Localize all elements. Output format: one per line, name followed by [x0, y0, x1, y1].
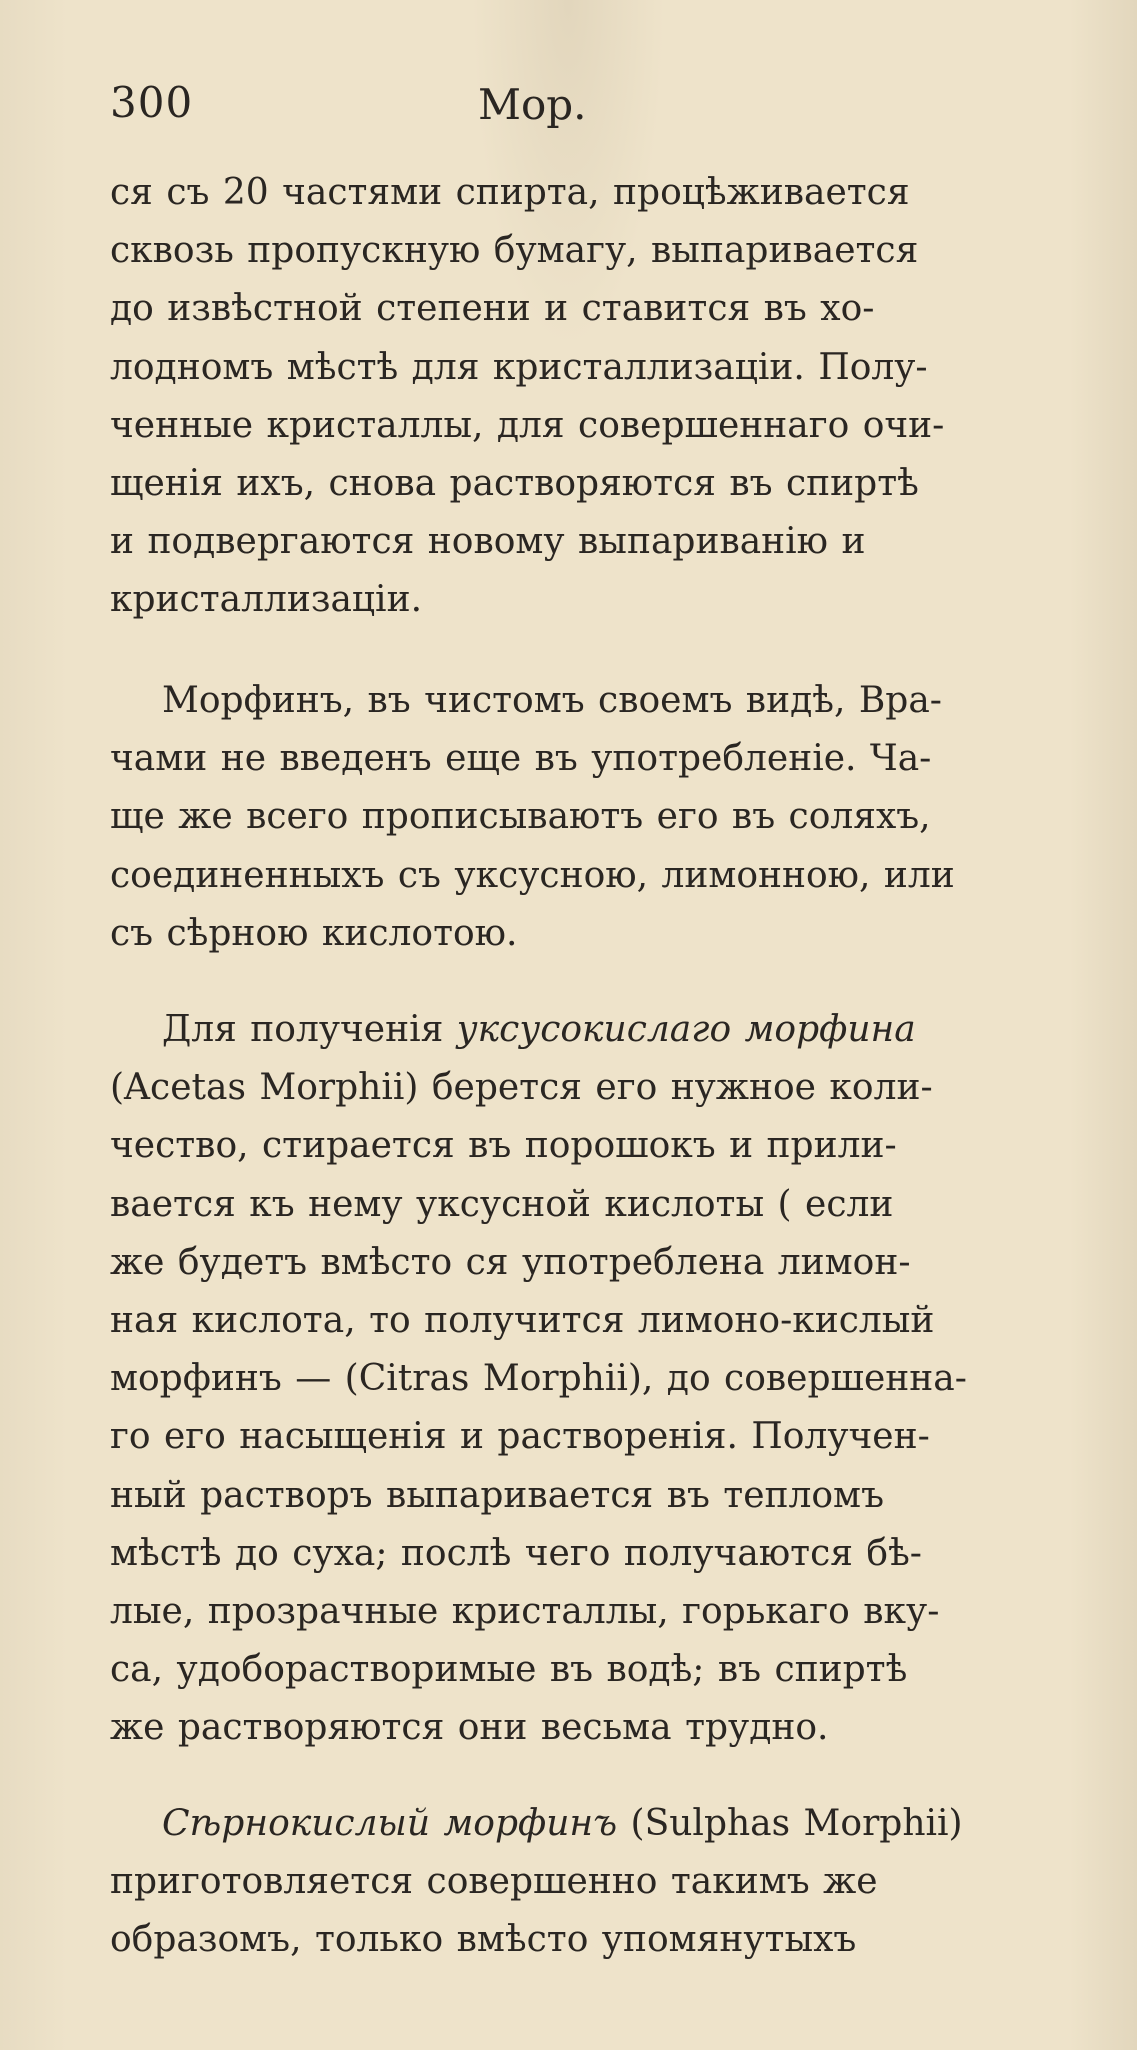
- text-line: вается къ нему уксусной кислоты ( если: [110, 1183, 894, 1225]
- text-line: съ сѣрною кислотою.: [110, 912, 518, 954]
- text-line: же будетъ вмѣсто ся употреблена лимон-: [110, 1241, 911, 1283]
- text-line: щенія ихъ, снова растворяются въ спиртѣ: [110, 463, 919, 505]
- text-line: до извѣстной степени и ставится въ хо-: [110, 288, 875, 330]
- text-line: ще же всего прописываютъ его въ соляхъ,: [110, 796, 931, 838]
- italic-term: Сѣрнокислый морфинъ: [162, 1803, 618, 1844]
- text-line: морфинъ — (Citras Morphii), до совершенна-: [110, 1358, 967, 1400]
- text-line: образомъ, только вмѣсто упомянутыхъ: [110, 1919, 857, 1961]
- text-line: Морфинъ, въ чистомъ своемъ видѣ, Вра-: [162, 680, 942, 721]
- paragraph-sulphate: [110, 1795, 1085, 1970]
- page-number: 300: [110, 78, 194, 127]
- paragraph-acetate: [110, 1001, 1085, 1758]
- paragraph-morphine-usage: [110, 672, 1085, 963]
- text-line: сквозь пропускную бумагу, выпаривается: [110, 230, 919, 272]
- text-run: (Sulphas Morphii): [617, 1803, 963, 1844]
- text-run: Для полученія: [162, 1009, 457, 1050]
- text-line: соединенныхъ съ уксусною, лимонною, или: [110, 854, 955, 896]
- running-head: Мор.: [478, 80, 587, 129]
- text-line: ченные кристаллы, для совершеннаго очи-: [110, 404, 945, 446]
- text-line: мѣстѣ до суха; послѣ чего получаются бѣ-: [110, 1532, 922, 1574]
- text-line: ный растворъ выпаривается въ тепломъ: [110, 1474, 884, 1516]
- text-line: го его насыщенія и растворенія. Получен-: [110, 1416, 930, 1458]
- text-line: [110, 1795, 1085, 1853]
- text-line: ся съ 20 частями спирта, процѣживается: [110, 172, 910, 213]
- text-line: чами не введенъ еще въ употребленіе. Ча-: [110, 738, 932, 780]
- text-line: (Acetas Morphii) берется его нужное коли-: [110, 1067, 933, 1109]
- text-line: чество, стирается въ порошокъ и прили-: [110, 1125, 897, 1167]
- text-line: же растворяются они весьма трудно.: [110, 1707, 829, 1749]
- text-line: приготовляется совершенно такимъ же: [110, 1861, 878, 1903]
- text-line: лодномъ мѣстѣ для кристаллизаціи. Полу-: [110, 346, 928, 388]
- paragraph-continuation: [110, 164, 1085, 630]
- text-line: са, удоборастворимые въ водѣ; въ спиртѣ: [110, 1649, 908, 1691]
- text-line: кристаллизаціи.: [110, 579, 423, 621]
- text-line: и подвергаются новому выпариванію и: [110, 521, 866, 563]
- text-line: [110, 1001, 1085, 1059]
- italic-term: уксусокислаго морфина: [456, 1009, 916, 1050]
- text-line: ная кислота, то получится лимоно-кислый: [110, 1300, 935, 1342]
- text-line: лые, прозрачные кристаллы, горькаго вку-: [110, 1591, 940, 1633]
